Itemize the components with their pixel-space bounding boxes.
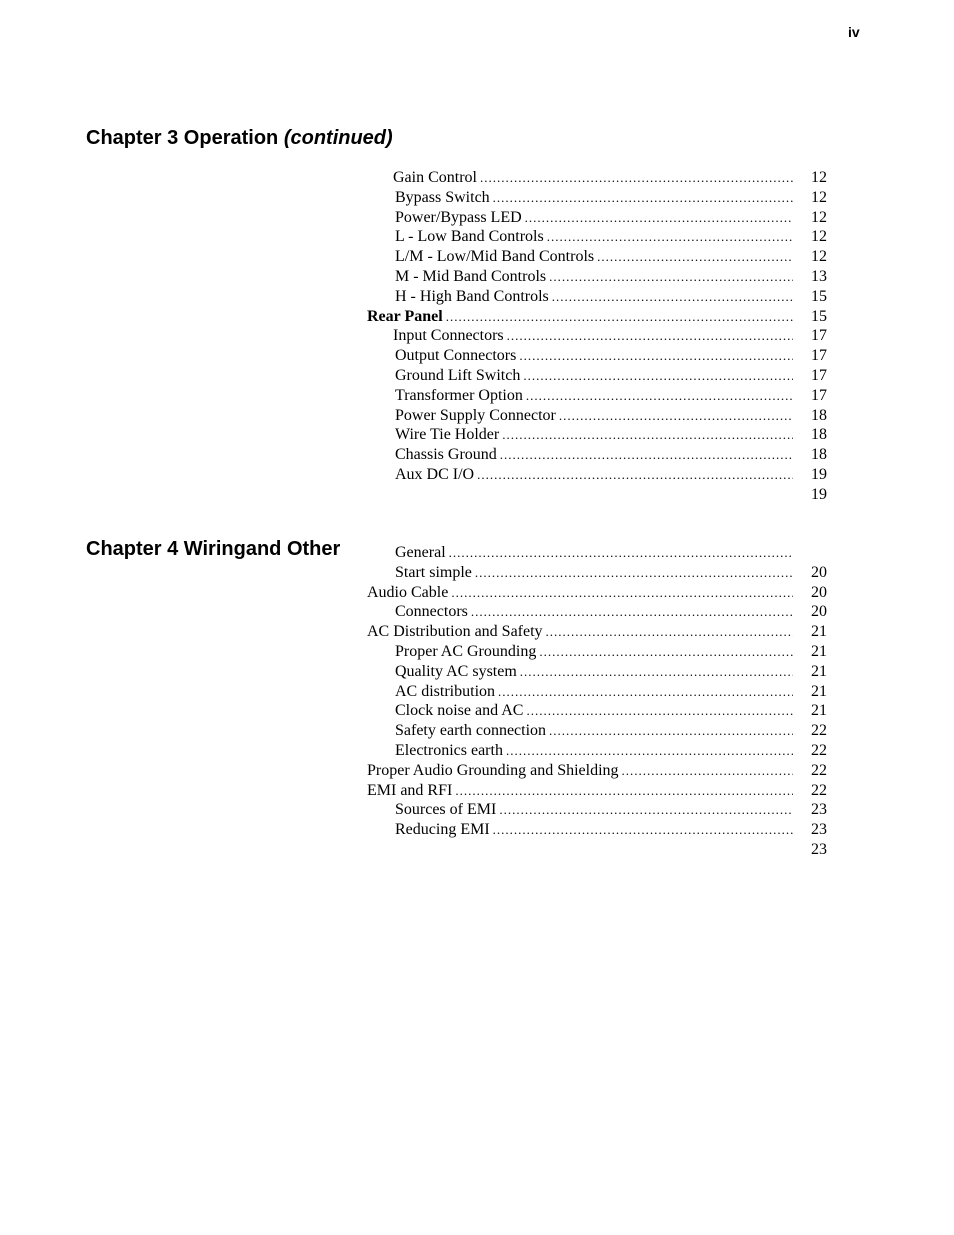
toc-entry-chassis-ground[interactable] [367,445,827,465]
toc-entry-rear-panel[interactable] [367,307,827,327]
toc-page: 18 [811,446,827,464]
dot-leader [559,406,793,426]
toc-page: 12 [811,208,827,226]
toc-page: 18 [811,426,827,444]
dot-leader [526,701,793,721]
dot-leader [498,682,793,702]
toc-label: Output Connectors [395,347,517,365]
toc-entry-gain-control[interactable] [367,168,827,188]
toc-page: 21 [811,682,827,700]
toc-page: 21 [811,702,827,720]
toc-entry-power-bypass-led[interactable] [367,208,827,228]
chapter-3-toc [367,168,827,505]
toc-label: Safety earth connection [395,722,547,740]
toc-page: 15 [811,307,827,325]
dot-leader [506,741,793,761]
toc-entry-ground-lift-switch[interactable] [367,366,827,386]
toc-entry-audio-grounding-shielding[interactable] [367,761,827,781]
toc-entry-reducing-emi[interactable] [367,820,827,840]
toc-entry-aux-dc-io[interactable] [367,465,827,485]
toc-entry-proper-ac-grounding[interactable] [367,642,827,662]
toc-page: 22 [811,761,827,779]
chapter-4-heading [86,538,340,561]
toc-entry-power-supply-connector[interactable] [367,406,827,426]
toc-label: Sources of EMI [395,801,497,819]
toc-label: Wire Tie Holder [395,426,500,444]
dot-leader [475,563,793,583]
toc-label: AC Distribution and Safety [367,623,543,641]
toc-label: Gain Control [393,169,477,186]
toc-label: Bypass Switch [395,188,490,206]
dot-leader [455,781,793,801]
toc-label: Quality AC system [395,662,517,680]
toc-label: Chassis Ground [395,446,497,464]
toc-page: 15 [811,287,827,305]
toc-entry-mid-band[interactable] [367,267,827,287]
toc-entry-trailing-page [367,840,827,860]
toc-entry-bypass-switch[interactable] [367,188,827,208]
dot-leader [502,425,793,445]
dot-leader [525,208,793,228]
toc-entry-clock-noise[interactable] [367,701,827,721]
dot-leader [539,642,793,662]
toc-label: Rear Panel [367,307,443,325]
toc-label: Input Connectors [393,327,504,345]
dot-leader [477,465,793,485]
dot-leader [549,721,793,741]
toc-page: 20 [811,583,827,601]
toc-page: 22 [811,722,827,740]
toc-label: Clock noise and AC [395,702,524,720]
toc-label: Proper AC Grounding [395,642,537,660]
toc-page: 17 [811,327,827,345]
toc-label: L - Low Band Controls [395,228,544,246]
toc-entry-emi-rfi[interactable] [367,781,827,801]
dot-leader [446,307,793,327]
toc-page: 23 [811,801,827,819]
toc-label: M - Mid Band Controls [395,267,547,285]
toc-label: Aux DC I/O [395,465,475,483]
dot-leader [449,543,793,563]
toc-entry-low-band[interactable] [367,227,827,247]
dot-leader [547,227,793,247]
toc-page: 17 [811,347,827,365]
toc-label: Transformer Option [395,386,523,404]
toc-entry-transformer-option[interactable] [367,386,827,406]
toc-label: Power Supply Connector [395,406,556,424]
toc-page: 22 [811,741,827,759]
toc-label: H - High Band Controls [395,287,549,305]
chapter-3-title: Chapter 3 Operation [86,127,284,149]
dot-leader [507,326,793,346]
toc-label: Proper Audio Grounding and Shielding [367,761,619,779]
toc-entry-audio-cable[interactable] [367,583,827,603]
chapter-3-continued: (continued) [283,127,393,149]
dot-leader [546,622,793,642]
dot-leader [549,267,793,287]
toc-entry-output-connectors[interactable] [367,346,827,366]
dot-leader [493,188,793,208]
toc-entry-ac-distribution-safety[interactable] [367,622,827,642]
toc-label: L/M - Low/Mid Band Controls [395,248,595,266]
toc-page: 13 [811,267,827,285]
dot-leader [519,346,793,366]
toc-label: General [395,544,446,561]
toc-label: EMI and RFI [367,781,453,799]
toc-entry-sources-of-emi[interactable] [367,800,827,820]
toc-label: AC distribution [395,682,496,700]
toc-page: 12 [811,228,827,246]
toc-entry-electronics-earth[interactable] [367,741,827,761]
toc-entry-low-mid-band[interactable] [367,247,827,267]
toc-entry-quality-ac-system[interactable] [367,662,827,682]
toc-label: Reducing EMI [395,821,490,839]
toc-page: 21 [811,623,827,641]
toc-page: 23 [811,821,827,839]
dot-leader [552,287,793,307]
toc-entry-start-simple[interactable] [367,563,827,583]
chapter-4-title: Chapter 4 Wiringand Other [86,538,341,560]
toc-entry-trailing-page [367,485,827,505]
toc-label: Connectors [395,603,468,621]
toc-page: 20 [811,603,827,621]
dot-leader [523,366,793,386]
toc-entry-wire-tie-holder[interactable] [367,425,827,445]
toc-label: Electronics earth [395,741,503,759]
toc-label: Ground Lift Switch [395,366,521,384]
toc-page: 21 [811,662,827,680]
toc-page: 17 [811,386,827,404]
toc-entry-connectors[interactable] [367,602,827,622]
toc-page: 20 [811,563,827,581]
chapter-3-heading [86,127,393,150]
page-number: iv [848,24,860,40]
toc-entry-ac-distribution[interactable] [367,682,827,702]
toc-page: 22 [811,781,827,799]
dot-leader [493,820,793,840]
toc-entry-general[interactable] [367,543,827,563]
dot-leader [520,662,793,682]
dot-leader [451,583,793,603]
dot-leader [597,247,793,267]
dot-leader [480,168,793,188]
toc-page: 23 [811,840,827,858]
dot-leader [622,761,793,781]
dot-leader [526,386,793,406]
dot-leader [500,445,793,465]
dot-leader [471,602,793,622]
toc-page: 17 [811,366,827,384]
toc-label: Power/Bypass LED [395,208,522,226]
toc-page: 19 [811,465,827,483]
toc-page: 21 [811,642,827,660]
dot-leader [499,800,793,820]
toc-entry-safety-earth[interactable] [367,721,827,741]
toc-page: 12 [811,169,827,186]
toc-entry-high-band[interactable] [367,287,827,307]
toc-page: 18 [811,406,827,424]
chapter-4-toc [367,543,827,860]
toc-label: Audio Cable [367,583,449,601]
toc-label: Start simple [395,563,472,581]
toc-entry-input-connectors[interactable] [367,326,827,346]
toc-page: 12 [811,188,827,206]
toc-page: 19 [811,485,827,503]
toc-page: 12 [811,248,827,266]
